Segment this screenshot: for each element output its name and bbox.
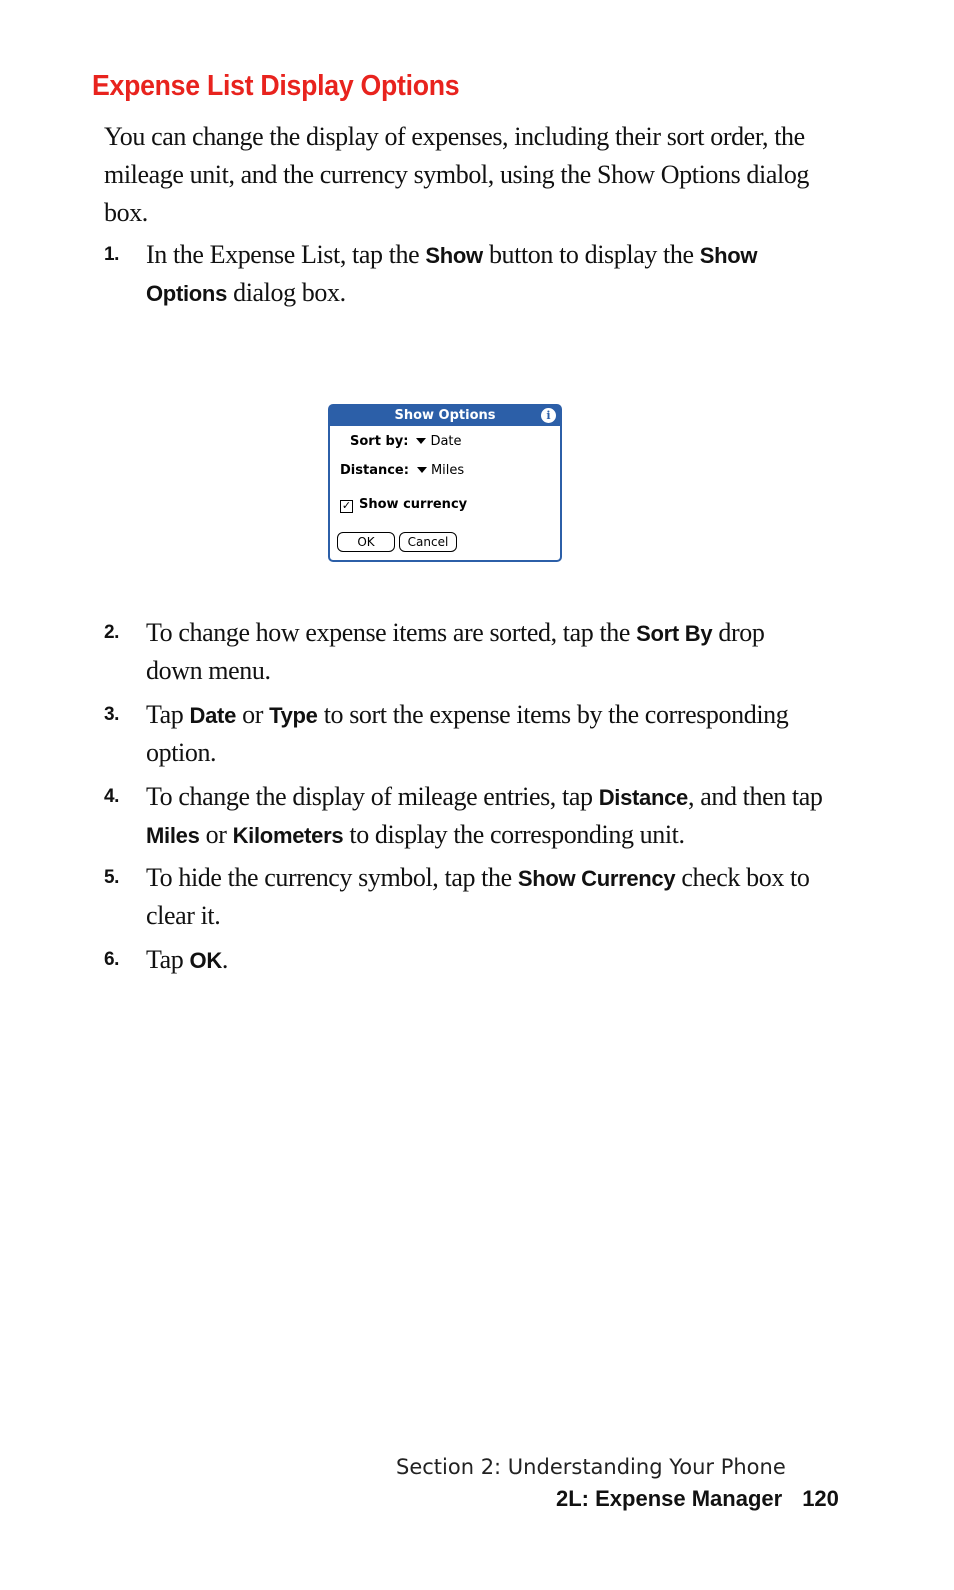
checkbox-checked-icon: ✓ (341, 499, 352, 512)
footer-chapter-line (556, 1486, 839, 1512)
footer-chapter: 2L: Expense Manager (556, 1486, 783, 1511)
page-heading: Expense List Display Options (92, 70, 460, 102)
show-currency-row (340, 497, 467, 513)
step-text: Tap OK. (146, 945, 229, 974)
info-icon: i (541, 408, 556, 423)
step-number: 6. (104, 949, 120, 970)
step-text: To hide the currency symbol, tap the Show Currency check box to clear it. (146, 863, 810, 930)
cancel-button: Cancel (399, 532, 457, 552)
step-text: In the Expense List, tap the Show button to display the Show Options dialog box. (146, 240, 758, 307)
step-number: 3. (104, 704, 120, 725)
step-number: 1. (104, 244, 120, 265)
dialog-title-bar (330, 406, 560, 426)
page-number: 120 (802, 1486, 839, 1511)
dropdown-arrow-icon (417, 467, 427, 473)
show-currency-label: Show currency (359, 497, 468, 512)
dialog-title: Show Options (394, 408, 496, 423)
step-text: To change how expense items are sorted, tap the Sort By drop down menu. (146, 618, 765, 685)
ok-button: OK (337, 532, 395, 552)
step-text: To change the display of mileage entries, tap Distance, and then tap Miles or Kilometers to display the corresponding unit. (146, 782, 823, 849)
step-number: 2. (104, 622, 120, 643)
step-text: Tap Date or Type to sort the expense items by the corresponding option. (146, 700, 789, 767)
distance-label: Distance: (340, 463, 409, 478)
step-number: 5. (104, 867, 120, 888)
step-number: 4. (104, 786, 120, 807)
dropdown-arrow-icon (416, 438, 426, 444)
distance-row (340, 463, 464, 478)
sort-by-value: Date (430, 434, 462, 449)
distance-value: Miles (430, 463, 465, 478)
sort-by-label: Sort by: (350, 434, 409, 449)
intro-paragraph: You can change the display of expenses, including their sort order, the mileage unit, and the currency symbol, using the Show Options dialog box. (104, 122, 810, 227)
footer-section: Section 2: Understanding Your Phone (396, 1455, 786, 1479)
sort-by-row (350, 434, 462, 449)
show-options-dialog-image (328, 404, 562, 562)
